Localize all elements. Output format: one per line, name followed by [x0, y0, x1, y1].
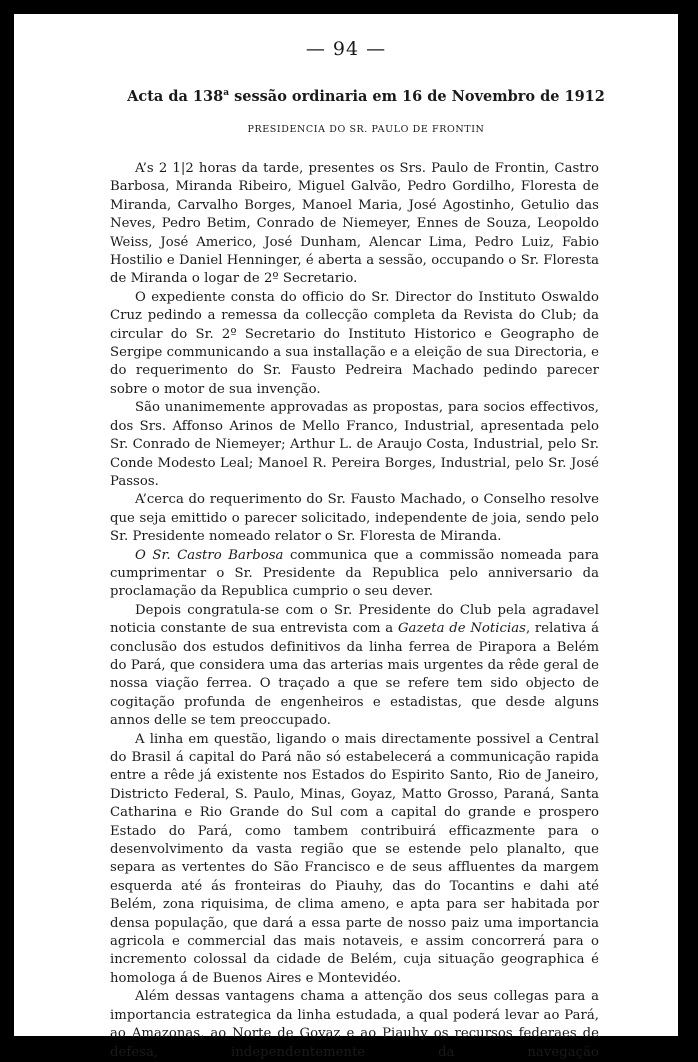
title-ordinal-superscript: a [223, 88, 230, 99]
paragraph-castro-barbosa-text: communica que a commissão nomeada para cumprimentar o Sr. Presidente da Republica pelo anniversario da proclamação da Republica cumprio o seu dever. [110, 547, 599, 600]
document-page [14, 14, 678, 1060]
paragraph-new-members: São unanimemente approvadas as propostas, para socios effectivos, dos Srs. Affonso Arinos de Mello Franco, Industrial, apresentada pelo Sr. Conrado de Niemeyer; Arthur L. de Araujo Costa, Industrial, pelo Sr. Conde Modesto Leal; Manoel R. Pereira Borges, Industrial, pelo Sr. José Passos. [110, 400, 599, 489]
paragraph-castro-barbosa [110, 547, 599, 602]
minutes-body [110, 160, 599, 1062]
title-text-after: sessão ordinaria em 16 de Novembro de 1912 [229, 88, 605, 105]
title-text-before: Acta da 138 [127, 88, 224, 105]
paragraph-railway-line: A linha em questão, ligando o mais directamente possivel a Central do Brasil á capital do Pará não só estabelecerá a communicação rapida entre a rêde já existente nos Estados do Espirito Santo, Rio de Janeiro, Districto Federal, S. Paulo, Minas, Goyaz, Matto Grosso, Paraná, Santa Catharina e Rio Grande do Sul com a capital do grande e prospero Estado do Pará, como tambem contribuirá efficazmente para o desenvolvimento da vasta região que se estende pelo planalto, que separa as vertentes do São Francisco e de seus affluentes da margem esquerda até ás fronteiras do Piauhy, das do Tocantins e dahi até Belém, zona riquisima, de clima ameno, e apta para ser habitada por densa população, que dará a essa parte de nosso paiz uma importancia agricola e commercial das mais notaveis, e assim concorrerá para o incremento colossal da cidade de Belém, cuja situação geographica é homologa á de Buenos Aires e Montevidéo. [110, 731, 599, 986]
page-number: — 94 — [305, 38, 387, 60]
minutes-title [34, 88, 698, 105]
paragraph-correspondence: O expediente consta do officio do Sr. Director do Instituto Oswaldo Cruz pedindo a remessa da collecção completa da Revista do Club; da circular do Sr. 2º Secretario do Instituto Historico e Geographo de Sergipe communicando a sua installação e a eleição de sua Directoria, e do requerimento do Sr. Fausto Pedreira Machado pedindo parecer sobre o motor de sua invenção. [110, 289, 599, 397]
newspaper-name: Gazeta de Noticias [397, 621, 526, 637]
presidency-line: PRESIDENCIA DO SR. PAULO DE FRONTIN [247, 124, 485, 135]
paragraph-railway-news-text: , relativa á conclusão dos estudos definitivos da linha ferrea de Pirapora a Belém do Pará, que considera uma das arterias mais urgentes da rêde geral de nossa viação ferrea. O traçado a que se refere tem sido objecto de cogitação profunda de engenheiros e estadistas, que desde alguns annos delle se tem preoccupado. [110, 621, 599, 729]
paragraph-strategic-importance: Além dessas vantagens chama a attenção dos seus collegas para a importancia estrategica da linha estudada, a qual poderá levar ao Pará, ao Amazonas, ao Norte de Goyaz e ao Piauhy os recursos federaes de defesa, independentemente da navegação [110, 989, 599, 1060]
paragraph-attendance: A’s 2 1|2 horas da tarde, presentes os Srs. Paulo de Frontin, Castro Barbosa, Miranda Ribeiro, Miguel Galvão, Pedro Gordilho, Floresta de Miranda, Carvalho Borges, Manoel Maria, José Agostinho, Getulio das Neves, Pedro Betim, Conrado de Niemeyer, Ennes de Souza, Leopoldo Weiss, José Americo, José Dunham, Alencar Lima, Pedro Luiz, Fabio Hostilio e Daniel Henninger, é aberta a sessão, occupando o Sr. Floresta de Miranda o logar de 2º Secretario. [110, 161, 599, 287]
speaker-name: O Sr. Castro Barbosa [135, 547, 284, 563]
paragraph-railway-news-lead: Depois congratula-se com o Sr. Presidente do Club pela agradavel noticia constante de sua entrevista com a [110, 602, 599, 637]
paragraph-railway-news [110, 602, 599, 731]
paragraph-request-decision: A’cerca do requerimento do Sr. Fausto Machado, o Conselho resolve que seja emittido o parecer solicitado, independente de joia, sendo pelo Sr. Presidente nomeado relator o Sr. Floresta de Miranda. [110, 492, 599, 545]
